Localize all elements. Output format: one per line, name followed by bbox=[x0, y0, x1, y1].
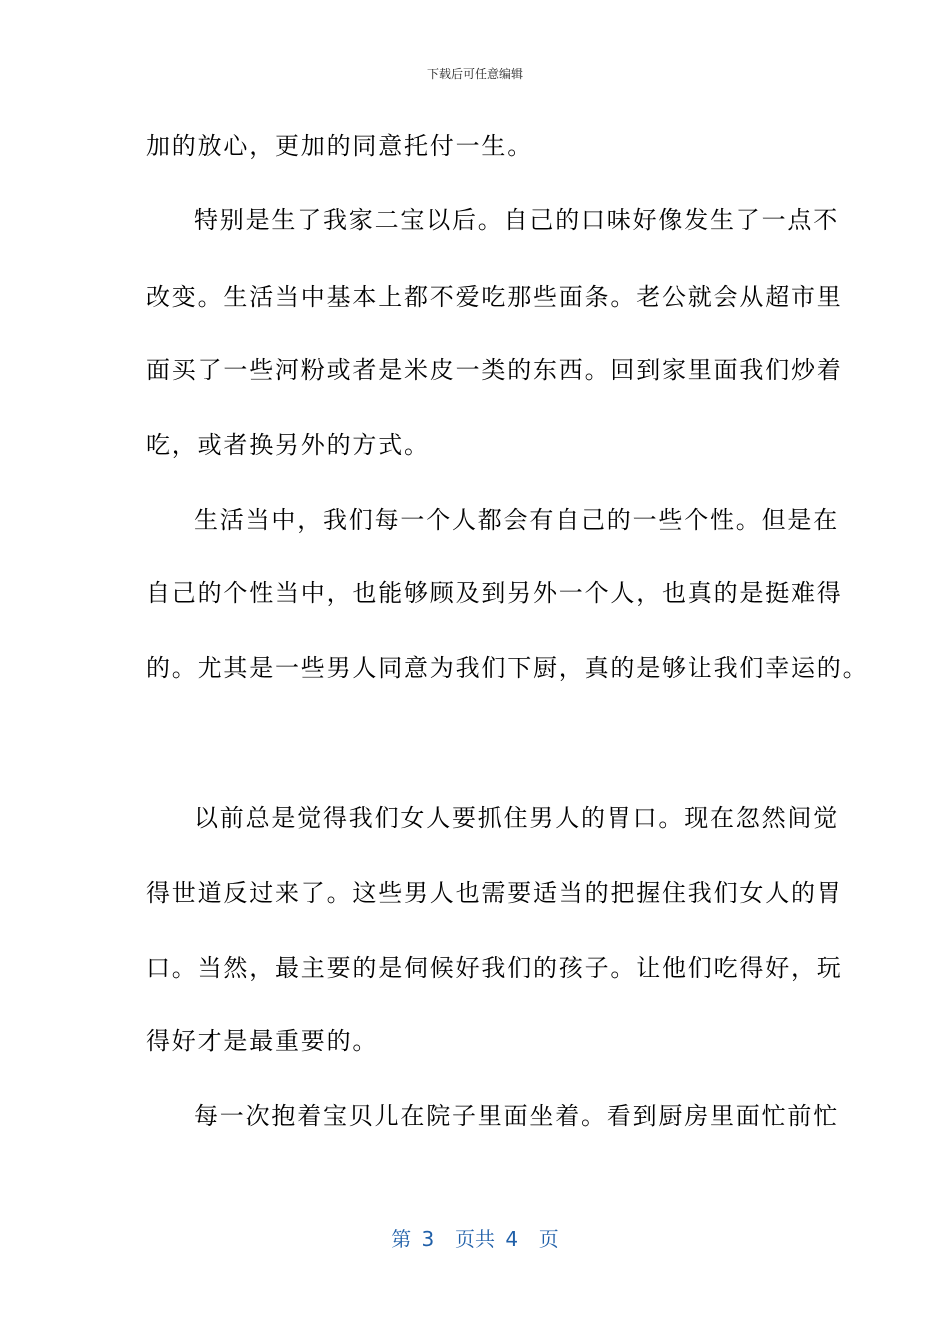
body-line: 生活当中，我们每一个人都会有自己的一些个性。但是在 bbox=[194, 506, 839, 534]
body-line: 自己的个性当中，也能够顾及到另外一个人，也真的是挺难得 bbox=[146, 579, 843, 607]
body-line: 的。尤其是一些男人同意为我们下厨，真的是够让我们幸运的。 bbox=[146, 654, 869, 682]
body-line: 加的放心，更加的同意托付一生。 bbox=[146, 132, 533, 160]
body-line: 口。当然，最主要的是伺候好我们的孩子。让他们吃得好，玩 bbox=[146, 954, 843, 982]
body-line: 得好才是最重要的。 bbox=[146, 1027, 379, 1055]
body-line: 面买了一些河粉或者是米皮一类的东西。回到家里面我们炒着 bbox=[146, 356, 843, 384]
page-number: 第 3 页共 4 页 bbox=[391, 1227, 559, 1251]
body-line: 吃，或者换另外的方式。 bbox=[146, 431, 430, 459]
body-line: 以前总是觉得我们女人要抓住男人的胃口。现在忽然间觉 bbox=[194, 804, 839, 832]
body-line: 改变。生活当中基本上都不爱吃那些面条。老公就会从超市里 bbox=[146, 283, 843, 311]
page-header: 下载后可任意编辑 bbox=[426, 67, 523, 81]
body-line: 得世道反过来了。这些男人也需要适当的把握住我们女人的胃 bbox=[146, 879, 843, 907]
body-line: 特别是生了我家二宝以后。自己的口味好像发生了一点不 bbox=[194, 206, 839, 234]
body-line: 每一次抱着宝贝儿在院子里面坐着。看到厨房里面忙前忙 bbox=[194, 1102, 839, 1130]
